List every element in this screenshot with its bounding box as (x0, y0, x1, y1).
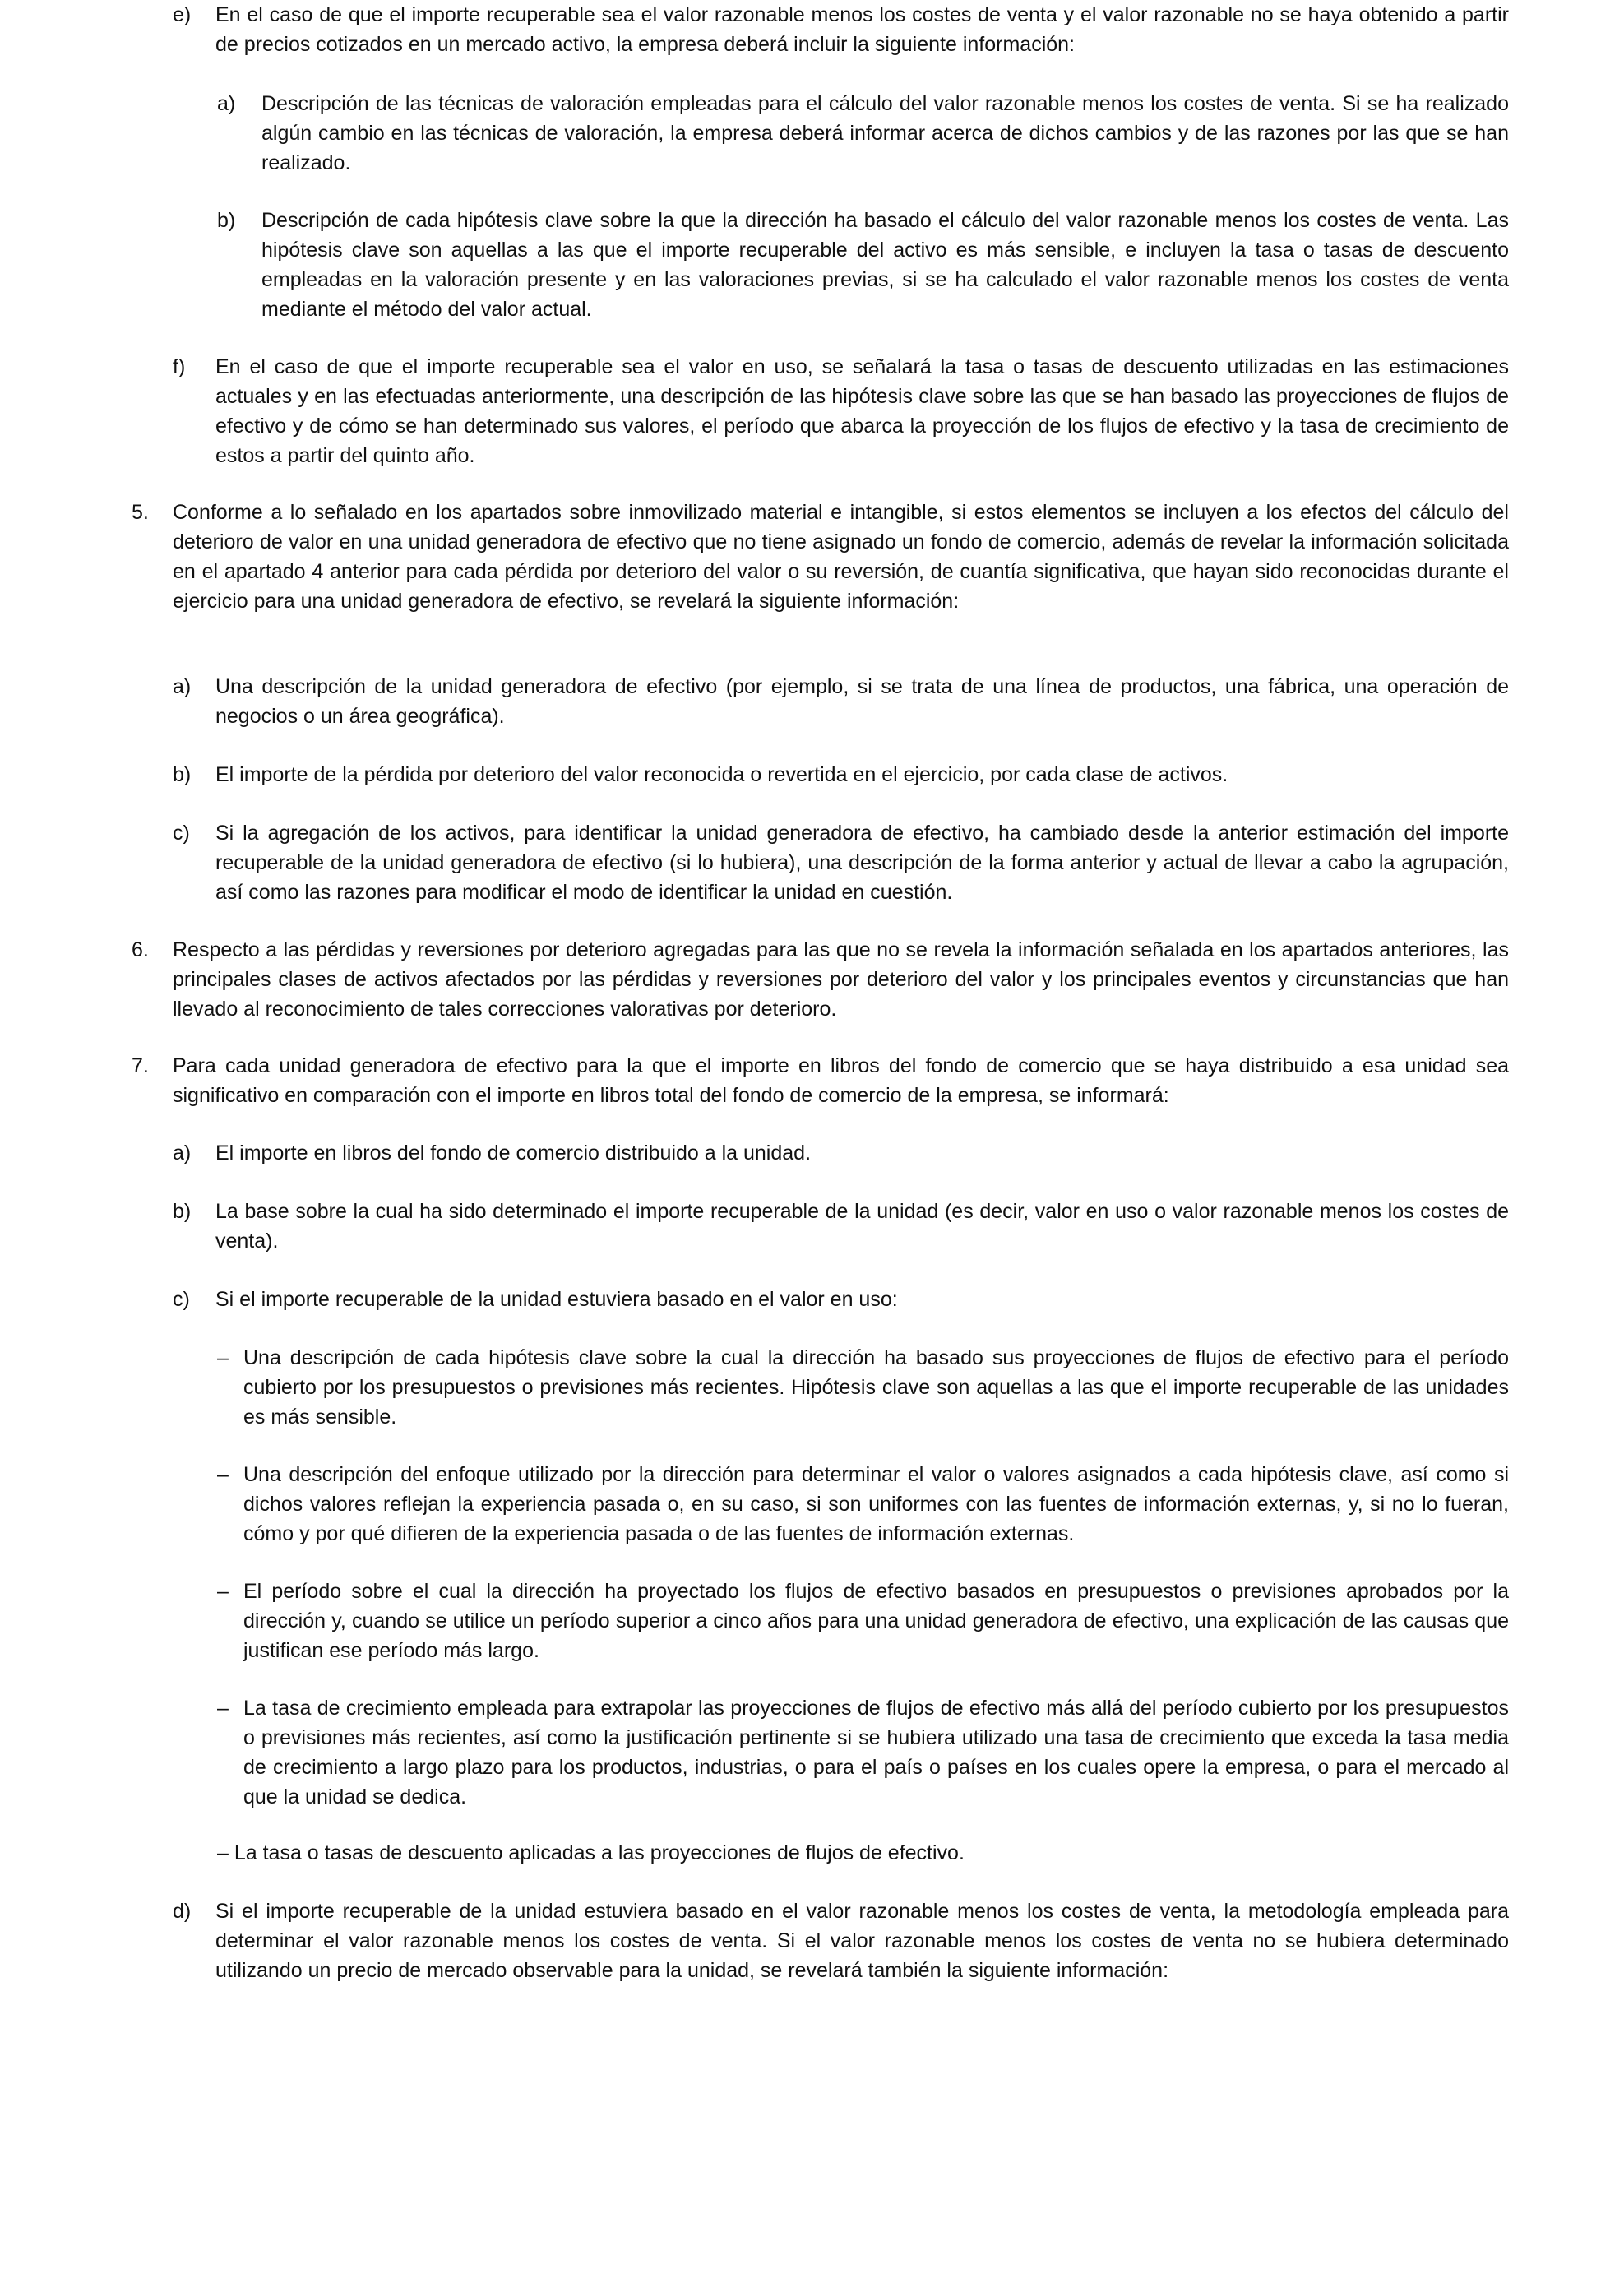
dash-item-4-text: La tasa de crecimiento empleada para extrapolar las proyecciones de flujos de efectivo más allá del período cubierto por los presupuestos o previsiones más recientes, así como la justificación pertinente si se hubiera utilizado una tasa de crecimiento que exceda la tasa media de crecimiento a largo plazo para los productos, industrias, o para el país o países en los cuales opere la empresa, o para el mercado al que la unidad se dedica. (243, 1697, 1509, 1808)
item-e (173, 0, 1509, 59)
paragraph-7-a (173, 1138, 1509, 1168)
dash-item-3-text: El período sobre el cual la dirección ha proyectado los flujos de efectivo basados en presupuestos o previsiones aprobados por la dirección y, cuando se utilice un período superior a cinco años para una unidad generadora de efectivo, una explicación de las causas que justifican ese período más largo. (243, 1580, 1509, 1662)
dash-item-1-text: Una descripción de cada hipótesis clave sobre la cual la dirección ha basado sus proyecciones de flujos de efectivo para el período cubierto por los presupuestos o previsiones más recientes. Hipótesis clave son aquellas a las que el importe recuperable de las unidades es más sensible. (243, 1346, 1509, 1429)
dash-item-2 (217, 1460, 1509, 1549)
item-e-a-marker: a) (217, 92, 236, 115)
paragraph-7-c-text: Si el importe recuperable de la unidad estuviera basado en el valor en uso: (215, 1288, 898, 1311)
paragraph-7 (132, 1051, 1509, 1110)
paragraph-7-c-marker: c) (173, 1288, 190, 1311)
item-f (173, 352, 1509, 470)
paragraph-7-d-marker: d) (173, 1900, 192, 1923)
dash-item-2-text: Una descripción del enfoque utilizado por la dirección para determinar el valor o valores asignados a cada hipótesis clave, así como si dichos valores reflejan la experiencia pasada o, en su caso, si son uniformes con las fuentes de información externas, y, si no lo fueran, cómo y por qué difieren de la experiencia pasada o de las fuentes de información externas. (243, 1463, 1509, 1545)
dash-item-1-marker: – (217, 1346, 229, 1369)
paragraph-5 (132, 498, 1509, 616)
paragraph-7-a-marker: a) (173, 1142, 192, 1165)
dash-item-3 (217, 1577, 1509, 1665)
item-e-a (217, 89, 1509, 178)
paragraph-5-a (173, 672, 1509, 731)
paragraph-6-marker: 6. (132, 938, 149, 961)
paragraph-6-text: Respecto a las pérdidas y reversiones por deterioro agregadas para las que no se revela la información señalada en los apartados anteriores, las principales clases de activos afectados por las pérdidas y reversiones por deterioro del valor y los principales eventos y circunstancias que han llevado al reconocimiento de tales correcciones valorativas por deterioro. (173, 938, 1509, 1021)
paragraph-7-b (173, 1197, 1509, 1256)
item-e-b (217, 206, 1509, 324)
item-e-b-marker: b) (217, 209, 236, 232)
paragraph-7-d (173, 1896, 1509, 1985)
item-e-marker: e) (173, 3, 192, 26)
paragraph-5-c (173, 818, 1509, 907)
dash-item-2-marker: – (217, 1463, 229, 1486)
paragraph-5-a-text: Una descripción de la unidad generadora de efectivo (por ejemplo, si se trata de una línea de productos, una fábrica, una operación de negocios o un área geográfica). (215, 675, 1509, 728)
paragraph-7-text: Para cada unidad generadora de efectivo para la que el importe en libros del fondo de comercio que se haya distribuido a esa unidad sea significativo en comparación con el importe en libros total del fondo de comercio de la empresa, se informará: (173, 1054, 1509, 1107)
dash-item-4 (217, 1693, 1509, 1812)
paragraph-7-marker: 7. (132, 1054, 149, 1077)
paragraph-5-c-text: Si la agregación de los activos, para identificar la unidad generadora de efectivo, ha cambiado desde la anterior estimación del importe recuperable de la unidad generadora de efectivo (si lo hubiera), una descripción de la forma anterior y actual de llevar a cabo la agrupación, así como las razones para modificar el modo de identificar la unidad en cuestión. (215, 822, 1509, 904)
paragraph-5-b-marker: b) (173, 763, 192, 786)
paragraph-7-d-text: Si el importe recuperable de la unidad estuviera basado en el valor razonable menos los costes de venta, la metodología empleada para determinar el valor razonable menos los costes de venta. Si el valor razonable menos los costes de venta no se hubiera determinado utilizando un precio de mercado observable para la unidad, se revelará también la siguiente información: (215, 1900, 1509, 1982)
dash-item-4-marker: – (217, 1697, 229, 1720)
paragraph-7-c (173, 1285, 1509, 1314)
item-e-b-text: Descripción de cada hipótesis clave sobre la que la dirección ha basado el cálculo del valor razonable menos los costes de venta. Las hipótesis clave son aquellas a las que el importe recuperable del activo es más sensible, e incluyen la tasa o tasas de descuento empleadas en la valoración presente y en las valoraciones previas, si se ha calculado el valor razonable menos los costes de venta mediante el método del valor actual. (261, 209, 1509, 321)
dash-item-3-marker: – (217, 1580, 229, 1603)
paragraph-5-marker: 5. (132, 501, 149, 524)
item-f-marker: f) (173, 355, 186, 378)
paragraph-5-text: Conforme a lo señalado en los apartados sobre inmovilizado material e intangible, si estos elementos se incluyen a los efectos del cálculo del deterioro de valor en una unidad generadora de efectivo que no tiene asignado un fondo de comercio, además de revelar la información solicitada en el apartado 4 anterior para cada pérdida por deterioro del valor o su reversión, de cuantía significativa, que hayan sido reconocidas durante el ejercicio para una unidad generadora de efectivo, se revelará la siguiente información: (173, 501, 1509, 613)
paragraph-5-a-marker: a) (173, 675, 192, 698)
item-f-text: En el caso de que el importe recuperable sea el valor en uso, se señalará la tasa o tasas de descuento utilizadas en las estimaciones actuales y en las efectuadas anteriormente, una descripción de las hipótesis clave sobre las que se han basado las proyecciones de flujos de efectivo y de cómo se han determinado sus valores, el período que abarca la proyección de los flujos de efectivo y la tasa de crecimiento de estos a partir del quinto año. (215, 355, 1509, 467)
paragraph-6 (132, 935, 1509, 1024)
paragraph-5-b (173, 760, 1509, 790)
paragraph-7-b-marker: b) (173, 1200, 192, 1223)
paragraph-7-b-text: La base sobre la cual ha sido determinado el importe recuperable de la unidad (es decir, valor en uso o valor razonable menos los costes de venta). (215, 1200, 1509, 1253)
dash-item-5: – La tasa o tasas de descuento aplicadas a las proyecciones de flujos de efectivo. (217, 1841, 965, 1864)
item-e-a-text: Descripción de las técnicas de valoración empleadas para el cálculo del valor razonable menos los costes de venta. Si se ha realizado algún cambio en las técnicas de valoración, la empresa deberá informar acerca de dichos cambios y de las razones por las que se han realizado. (261, 92, 1509, 174)
paragraph-7-a-text: El importe en libros del fondo de comercio distribuido a la unidad. (215, 1142, 812, 1165)
paragraph-5-c-marker: c) (173, 822, 190, 845)
item-e-text: En el caso de que el importe recuperable sea el valor razonable menos los costes de venta y el valor razonable no se haya obtenido a partir de precios cotizados en un mercado activo, la empresa deberá incluir la siguiente información: (215, 3, 1509, 56)
dash-item-1 (217, 1343, 1509, 1432)
paragraph-5-b-text: El importe de la pérdida por deterioro del valor reconocida o revertida en el ejercicio, por cada clase de activos. (215, 763, 1228, 786)
